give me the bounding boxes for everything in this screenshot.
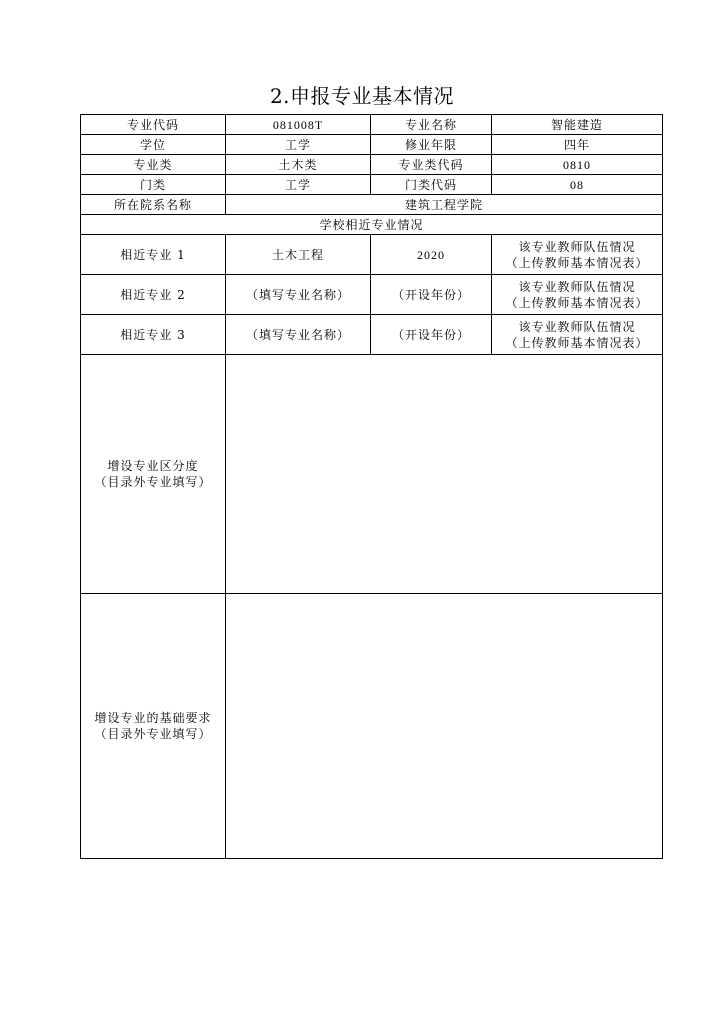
table-row [81, 215, 663, 235]
duration-value[interactable]: 四年 [492, 135, 663, 155]
related-major-teachers[interactable] [492, 315, 663, 355]
table-row [81, 195, 663, 215]
table-row [81, 175, 663, 195]
category-value[interactable]: 土木类 [226, 155, 371, 175]
teachers-line: 该专业教师队伍情况 [518, 279, 636, 294]
requirements-content[interactable] [226, 594, 663, 859]
degree-label: 学位 [81, 135, 226, 155]
teachers-upload-hint: （上传教师基本情况表） [505, 295, 649, 310]
related-major-name[interactable]: （填写专业名称） [226, 275, 371, 315]
table-row [81, 155, 663, 175]
teachers-upload-hint: （上传教师基本情况表） [505, 335, 649, 350]
table-row [81, 355, 663, 594]
college-value[interactable]: 建筑工程学院 [226, 195, 663, 215]
discipline-value[interactable]: 工学 [226, 175, 371, 195]
distinction-label-line1: 增设专业区分度 [107, 459, 199, 473]
related-major-teachers[interactable] [492, 275, 663, 315]
page-title: 2.申报专业基本情况 [269, 84, 455, 108]
related-section-title: 学校相近专业情况 [81, 215, 663, 235]
discipline-label: 门类 [81, 175, 226, 195]
category-code-label: 专业类代码 [371, 155, 492, 175]
college-label: 所在院系名称 [81, 195, 226, 215]
table-row [81, 315, 663, 355]
major-code-value[interactable]: 081008T [226, 115, 371, 135]
table-row [81, 594, 663, 859]
requirements-label [81, 594, 226, 859]
related-major-label: 相近专业 2 [81, 275, 226, 315]
major-name-value[interactable]: 智能建造 [492, 115, 663, 135]
major-code-label: 专业代码 [81, 115, 226, 135]
category-label: 专业类 [81, 155, 226, 175]
requirements-label-line1: 增设专业的基础要求 [94, 711, 212, 725]
table-row [81, 115, 663, 135]
teachers-line: 该专业教师队伍情况 [518, 239, 636, 254]
distinction-label [81, 355, 226, 594]
related-major-teachers[interactable] [492, 235, 663, 275]
related-major-label: 相近专业 1 [81, 235, 226, 275]
related-major-year[interactable]: （开设年份） [371, 275, 492, 315]
degree-value[interactable]: 工学 [226, 135, 371, 155]
related-major-label: 相近专业 3 [81, 315, 226, 355]
table-row [81, 135, 663, 155]
requirements-label-line2: （目录外专业填写） [94, 727, 212, 741]
related-major-year[interactable]: 2020 [371, 235, 492, 275]
teachers-upload-hint: （上传教师基本情况表） [505, 255, 649, 270]
related-major-name[interactable]: 土木工程 [226, 235, 371, 275]
discipline-code-value[interactable]: 08 [492, 175, 663, 195]
category-code-value[interactable]: 0810 [492, 155, 663, 175]
related-major-year[interactable]: （开设年份） [371, 315, 492, 355]
table-row [81, 275, 663, 315]
related-major-name[interactable]: （填写专业名称） [226, 315, 371, 355]
table-row [81, 235, 663, 275]
discipline-code-label: 门类代码 [371, 175, 492, 195]
distinction-label-line2: （目录外专业填写） [94, 475, 212, 489]
distinction-content[interactable] [226, 355, 663, 594]
duration-label: 修业年限 [371, 135, 492, 155]
teachers-line: 该专业教师队伍情况 [518, 319, 636, 334]
major-info-table [80, 114, 663, 859]
major-name-label: 专业名称 [371, 115, 492, 135]
